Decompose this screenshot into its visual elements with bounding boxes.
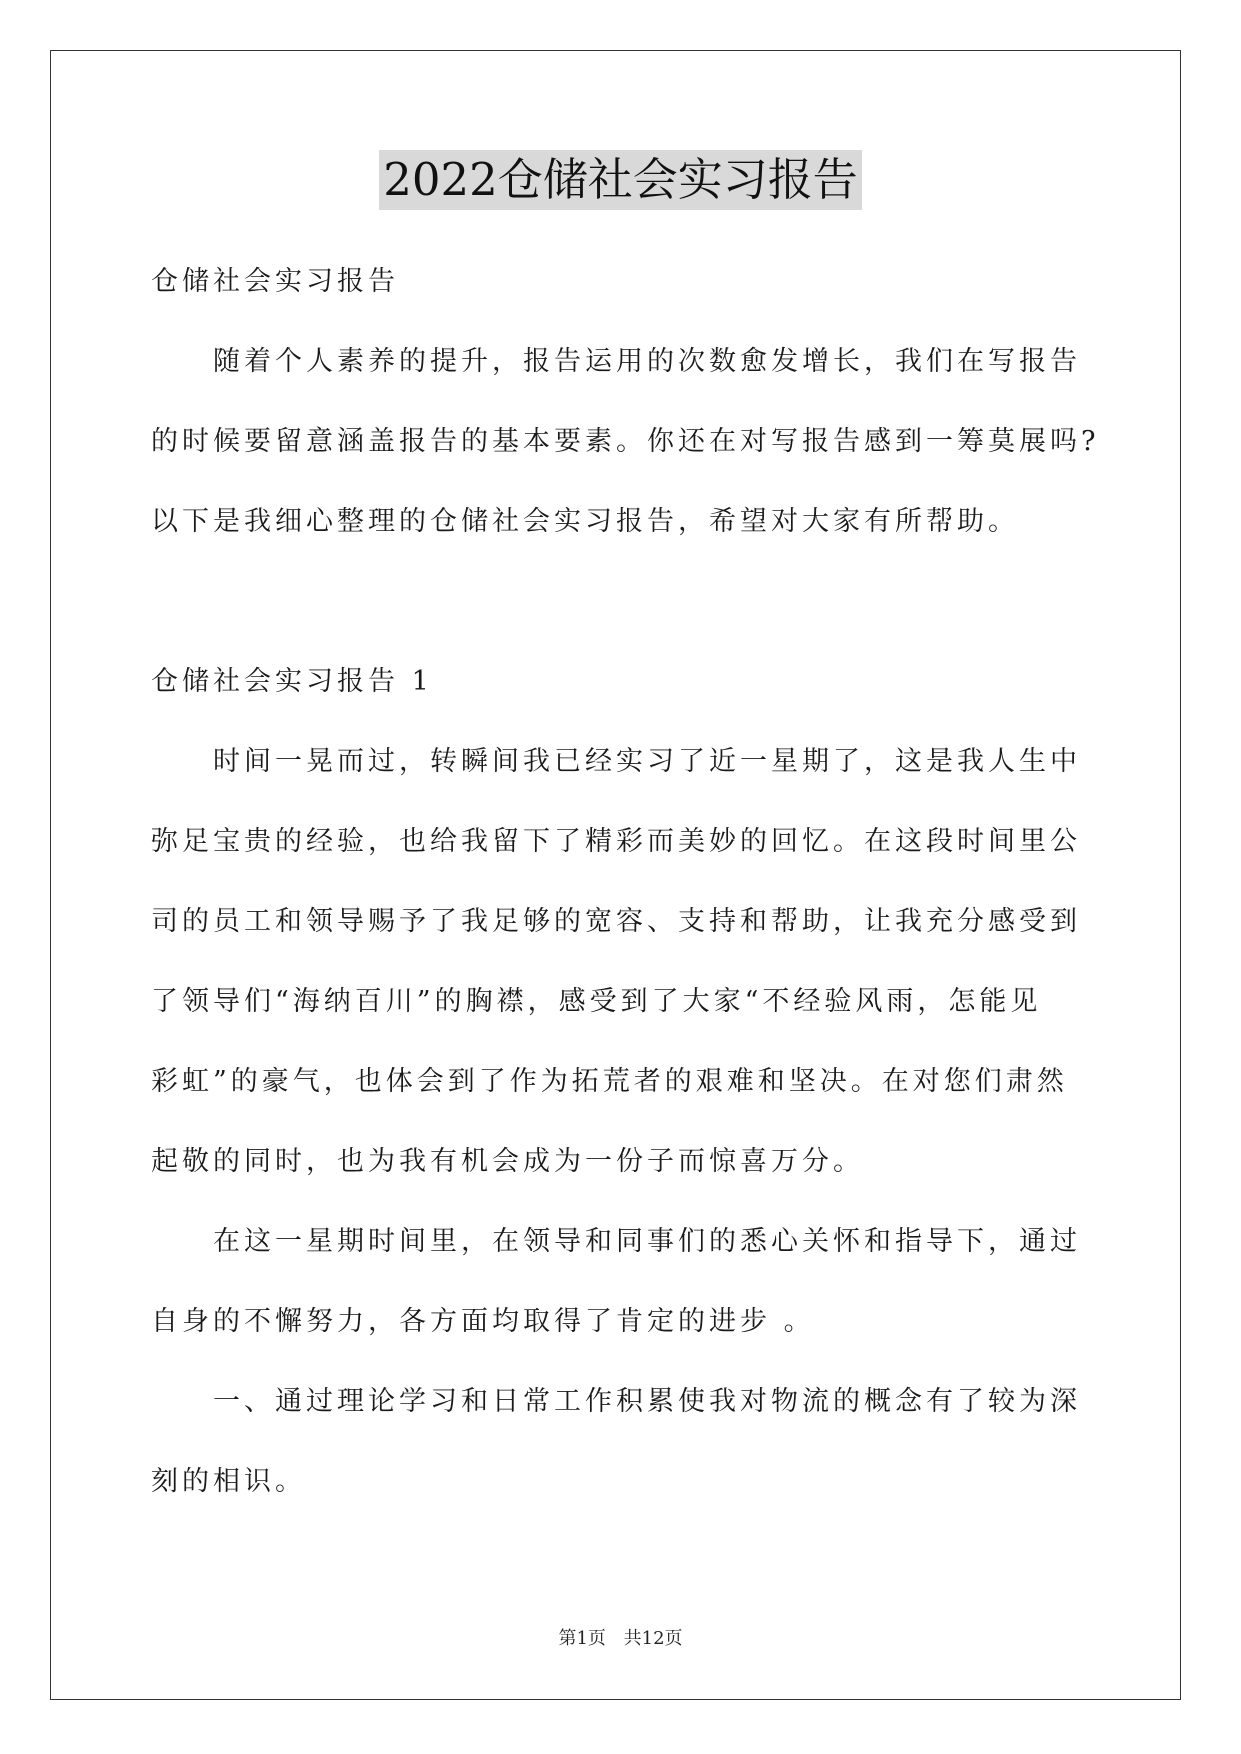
page-total: 共12页: [623, 1628, 683, 1649]
text-line: 仓储社会实习报告 1: [151, 666, 433, 697]
text-line: 起敬的同时，也为我有机会成为一份子而惊喜万分。: [151, 1146, 864, 1177]
text-line: 仓储社会实习报告: [151, 266, 399, 297]
text-line: 以下是我细心整理的仓储社会实习报告，希望对大家有所帮助。: [151, 506, 1019, 537]
document-body: [151, 262, 1100, 1542]
title-container: [0, 150, 1241, 210]
text-line: 时间一晃而过，转瞬间我已经实习了近一星期了，这是我人生中: [213, 746, 1081, 777]
text-line: 了领导们“海纳百川”的胸襟，感受到了大家“不经验风雨，怎能见: [151, 986, 1042, 1017]
text-line: 彩虹”的豪气，也体会到了作为拓荒者的艰难和坚决。在对您们肃然: [151, 1066, 1068, 1097]
text-line: 司的员工和领导赐予了我足够的宽容、支持和帮助，让我充分感受到: [151, 906, 1081, 937]
text-line: 一、通过理论学习和日常工作积累使我对物流的概念有了较为深: [213, 1386, 1081, 1417]
text-line: 随着个人素养的提升，报告运用的次数愈发增长，我们在写报告: [213, 346, 1081, 377]
document-title: 2022仓储社会实习报告: [379, 150, 862, 210]
text-line: 刻的相识。: [151, 1466, 306, 1497]
page-number: 第1页: [558, 1628, 606, 1649]
text-line: 的时候要留意涵盖报告的基本要素。你还在对写报告感到一筹莫展吗?: [151, 426, 1100, 457]
text-line: 弥足宝贵的经验，也给我留下了精彩而美妙的回忆。在这段时间里公: [151, 826, 1081, 857]
text-line: 在这一星期时间里，在领导和同事们的悉心关怀和指导下，通过: [213, 1226, 1081, 1257]
page-footer: [0, 1624, 1241, 1650]
text-line: 自身的不懈努力，各方面均取得了肯定的进步 。: [151, 1306, 815, 1337]
blank-line: [151, 582, 1091, 662]
